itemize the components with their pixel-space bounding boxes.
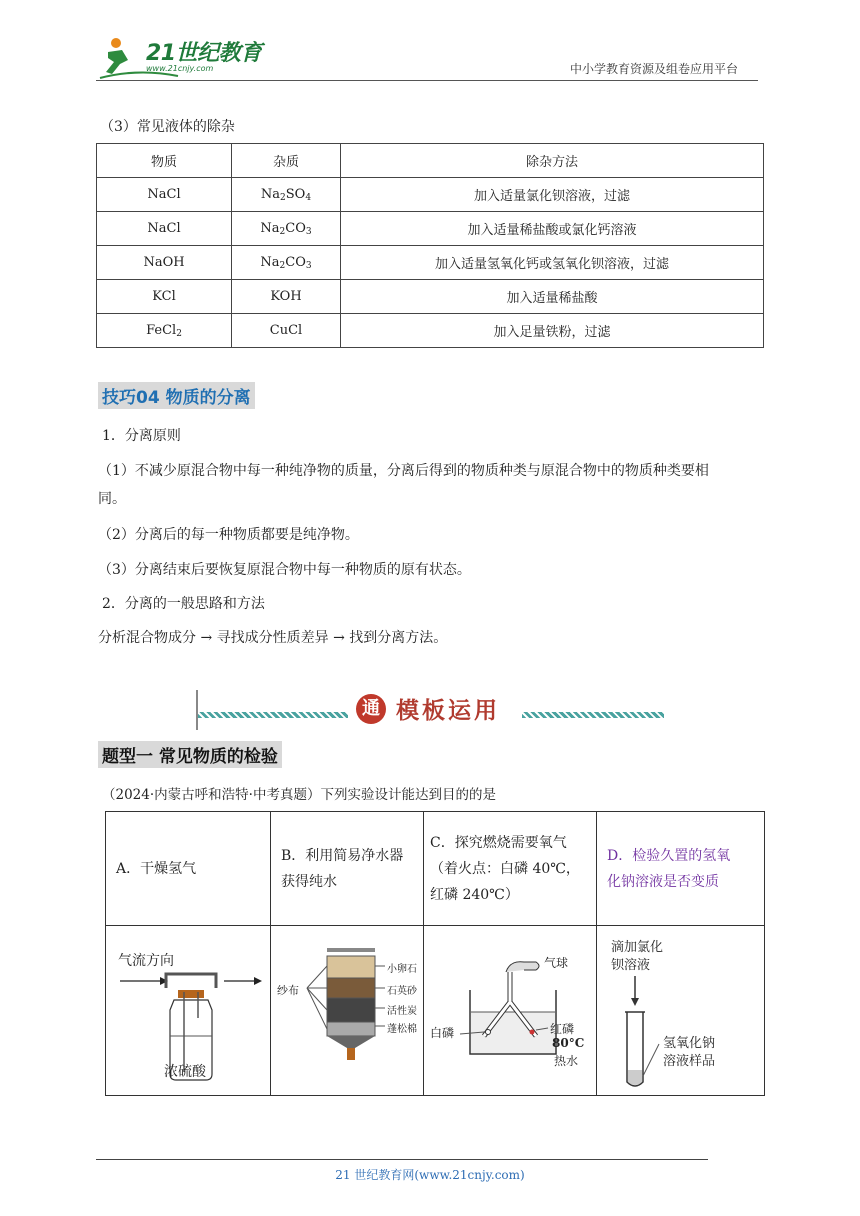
paragraph: 同。 bbox=[98, 491, 126, 507]
substance-cell: KCl bbox=[97, 280, 232, 314]
formula-part: CO bbox=[285, 254, 306, 270]
option-c-text: （着火点：白磷 40℃， bbox=[430, 860, 580, 877]
reagent-label: 滴加氯化 bbox=[611, 940, 664, 955]
formula-sub: 2 bbox=[279, 260, 286, 271]
banner-stripe-right bbox=[522, 712, 664, 718]
header-platform-name: 中小学教育资源及组卷应用平台 bbox=[570, 62, 739, 76]
header-method: 除杂方法 bbox=[341, 144, 764, 178]
formula-part: Na bbox=[260, 220, 280, 236]
option-d[interactable] bbox=[597, 812, 765, 926]
formula-sub: 3 bbox=[305, 260, 312, 271]
formula-part: FeCl bbox=[146, 322, 177, 338]
hot-water-label: 热水 bbox=[554, 1054, 579, 1068]
figure-a-cell bbox=[106, 926, 271, 1096]
figure-c-cell bbox=[424, 926, 597, 1096]
banner-title: 模板运用 bbox=[396, 697, 500, 724]
options-table bbox=[105, 811, 765, 1096]
method-cell: 加入适量氢氧化钙或氢氧化钡溶液，过滤 bbox=[341, 246, 764, 280]
options-row bbox=[106, 812, 765, 926]
table-row bbox=[97, 246, 764, 280]
impurity-cell: KOH bbox=[232, 280, 341, 314]
method-cell: 加入适量氯化钡溶液，过滤 bbox=[341, 178, 764, 212]
substance-cell: NaCl bbox=[97, 212, 232, 246]
gauze-label: 纱布 bbox=[277, 984, 299, 997]
formula-sub: 2 bbox=[279, 226, 286, 237]
footer-text: 21 世纪教育网(www.21cnjy.com) bbox=[335, 1168, 525, 1182]
option-d-text: 化钠溶液是否变质 bbox=[607, 873, 719, 890]
red-phosphorus-label: 红磷 bbox=[550, 1022, 575, 1036]
layer-label: 小卵石 bbox=[387, 964, 417, 975]
balloon-label: 气球 bbox=[544, 956, 569, 970]
layer-label: 活性炭 bbox=[387, 1006, 417, 1017]
sample-label: 溶液样品 bbox=[663, 1054, 716, 1069]
substance-cell: NaOH bbox=[97, 246, 232, 280]
substance-cell bbox=[97, 314, 232, 348]
method-cell: 加入适量稀盐酸 bbox=[341, 280, 764, 314]
figure-d-cell bbox=[597, 926, 765, 1096]
impurity-cell bbox=[232, 178, 341, 212]
layer-label: 石英砂 bbox=[387, 986, 417, 997]
paragraph: 分析混合物成分 → 寻找成分性质差异 → 找到分离方法。 bbox=[98, 630, 448, 646]
impurity-table bbox=[96, 143, 764, 348]
header-impurity: 杂质 bbox=[232, 144, 341, 178]
figure-b-cell bbox=[271, 926, 424, 1096]
formula-sub: 2 bbox=[280, 192, 286, 203]
white-phosphorus-label: 白磷 bbox=[430, 1026, 455, 1040]
header-substance: 物质 bbox=[97, 144, 232, 178]
figures-row bbox=[106, 926, 765, 1096]
formula-part: CO bbox=[285, 220, 306, 236]
table-row bbox=[97, 280, 764, 314]
option-b-text: 获得纯水 bbox=[281, 873, 337, 890]
table-row bbox=[97, 178, 764, 212]
layer-label: 蓬松棉 bbox=[387, 1024, 417, 1035]
formula-sub: 2 bbox=[176, 328, 182, 339]
impurity-cell bbox=[232, 246, 341, 280]
formula-part: Na bbox=[260, 254, 280, 270]
formula-part: Na bbox=[260, 186, 281, 202]
reagent-label: 钡溶液 bbox=[611, 958, 651, 973]
formula-sub: 3 bbox=[305, 226, 312, 237]
paragraph: （2）分离后的每一种物质都要是纯净物。 bbox=[98, 527, 359, 543]
paragraph: （1）不减少原混合物中每一种纯净物的质量，分离后得到的物质种类与原混合物中的物质种类要相 bbox=[98, 463, 709, 479]
table-row bbox=[97, 314, 764, 348]
formula-sub: 4 bbox=[305, 192, 312, 203]
option-b-text: B．利用简易净水器 bbox=[281, 847, 404, 864]
header-divider bbox=[96, 80, 758, 81]
paragraph: 2．分离的一般思路和方法 bbox=[102, 596, 265, 612]
banner-stripe-left bbox=[198, 712, 348, 718]
paragraph: （3）分离结束后要恢复原混合物中每一种物质的原有状态。 bbox=[98, 562, 471, 578]
banner-left-bar bbox=[196, 690, 198, 730]
option-c-text: 红磷 240℃） bbox=[430, 886, 519, 903]
paragraph: 1．分离原则 bbox=[102, 428, 181, 444]
formula-part: SO bbox=[285, 186, 306, 202]
acid-label: 浓硫酸 bbox=[164, 1064, 206, 1080]
impurity-cell: CuCl bbox=[232, 314, 341, 348]
option-c-text: C．探究燃烧需要氧气 bbox=[430, 834, 567, 851]
impurity-cell bbox=[232, 212, 341, 246]
temperature-label: 80°C bbox=[552, 1036, 585, 1050]
flow-direction-label: 气流方向 bbox=[118, 953, 174, 969]
option-a[interactable] bbox=[106, 812, 271, 926]
option-b[interactable] bbox=[271, 812, 424, 926]
technique-title: 技巧04 物质的分离 bbox=[98, 382, 255, 409]
liquid-section-title: （3）常见液体的除杂 bbox=[100, 119, 235, 135]
banner-badge: 通 bbox=[356, 694, 386, 724]
method-cell: 加入适量稀盐酸或氯化钙溶液 bbox=[341, 212, 764, 246]
logo-text: 21世纪教育 bbox=[146, 41, 262, 66]
table-header-row bbox=[97, 144, 764, 178]
question-stem: （2024·内蒙古呼和浩特·中考真题）下列实验设计能达到目的的是 bbox=[102, 787, 496, 803]
method-cell: 加入足量铁粉，过滤 bbox=[341, 314, 764, 348]
option-d-text: D．检验久置的氢氧 bbox=[607, 847, 731, 864]
sample-label: 氢氧化钠 bbox=[663, 1036, 716, 1051]
logo-url: www.21cnjy.com bbox=[146, 64, 214, 73]
question-type-title: 题型一 常见物质的检验 bbox=[98, 741, 282, 768]
footer-divider bbox=[96, 1159, 708, 1160]
table-row bbox=[97, 212, 764, 246]
substance-cell: NaCl bbox=[97, 178, 232, 212]
option-a-text: A．干燥氢气 bbox=[116, 860, 197, 877]
option-c[interactable] bbox=[424, 812, 597, 926]
